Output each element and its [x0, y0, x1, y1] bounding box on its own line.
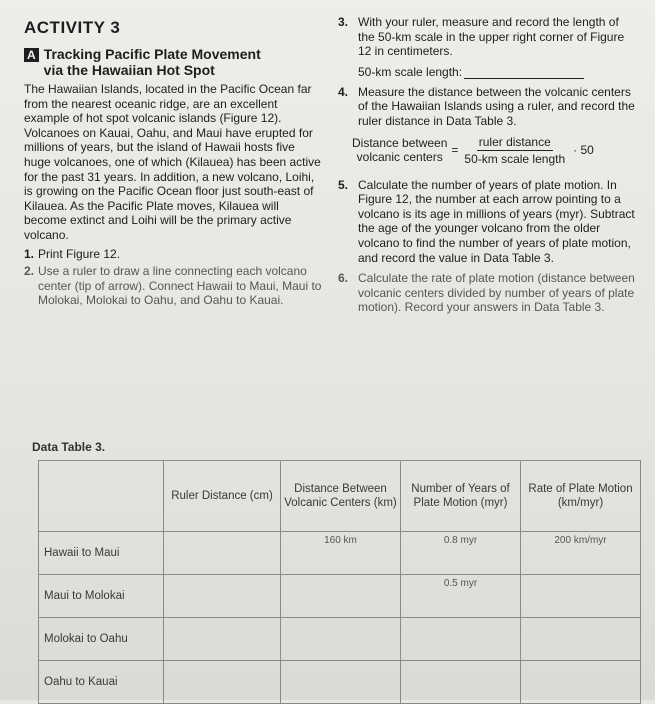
distance-cell[interactable]: 160 km — [281, 532, 401, 575]
steps-right-3 — [338, 178, 638, 315]
table-header-distance-between: Distance Between Volcanic Centers (km) — [281, 461, 401, 532]
ruler-distance-cell[interactable] — [164, 532, 281, 575]
step-1 — [24, 247, 324, 262]
table-header-blank — [39, 461, 164, 532]
step-3 — [338, 15, 638, 59]
scale-length-label: 50-km scale length: — [358, 64, 463, 79]
step-text: Calculate the rate of plate motion (distance between volcanic centers divided by number of years of plate motion). Record your answers in Data Table 3. — [358, 271, 635, 315]
scale-length-input[interactable] — [464, 65, 584, 79]
activity-title: ACTIVITY 3 — [24, 18, 121, 37]
row-label: Hawaii to Maui — [39, 532, 164, 575]
step-6 — [338, 271, 638, 315]
step-text: Use a ruler to draw a line connecting each volcano center (tip of arrow). Connect Hawaii to Maui, Maui to Molokai, Molokai to Oahu, and Oahu to Kauai. — [38, 264, 322, 308]
table-header-years: Number of Years of Plate Motion (myr) — [401, 461, 521, 532]
years-cell[interactable] — [401, 661, 521, 704]
intro-paragraph: The Hawaiian Islands, located in the Pacific Ocean far from the nearest oceanic ridge, are an excellent example of hot spot volcanic islands (Figure 12). Volcanoes on Kauai, Oahu, and Maui have erupted for millions of years, but the island of Hawaii hosts five huge volcanoes, one of which (Kilauea) has been active for the past 31 years. In addition, a new volcano, Loihi, is growing on the Pacific Ocean floor just south-east of Kilauea. As the Pacific Plate moves, Kilauea will become extinct and Loihi will be the primary active volcano. — [24, 82, 321, 242]
section-title-line1: Tracking Pacific Plate Movement — [43, 46, 261, 62]
step-5 — [338, 178, 638, 266]
years-cell[interactable]: 0.8 myr — [401, 532, 521, 575]
scale-length-blank — [358, 65, 638, 79]
section-badge: A — [24, 48, 39, 62]
step-number: 6. — [338, 271, 349, 286]
step-number: 4. — [338, 84, 349, 99]
left-column — [24, 18, 324, 311]
step-number: 3. — [338, 15, 349, 29]
years-cell[interactable] — [401, 618, 521, 661]
table-title: Data Table 3. — [32, 440, 106, 454]
section-title — [44, 46, 261, 78]
rate-cell[interactable]: 200 km/myr — [521, 532, 641, 575]
table-header-ruler-distance: Ruler Distance (cm) — [164, 461, 281, 532]
step-text: Calculate the number of years of plate motion. In Figure 12, the number at each arrow pointing to a volcano is its age in millions of years (myr). Subtract the age of the younger volcano from the older volcano to find the number of years of plate motion, and record the value in Data Table 3. — [358, 177, 635, 265]
right-column — [338, 15, 638, 321]
step-2 — [24, 264, 324, 308]
formula-numerator: ruler distance — [478, 134, 551, 149]
rate-cell[interactable] — [521, 661, 641, 704]
steps-right — [338, 15, 638, 59]
table-header-rate: Rate of Plate Motion (km/myr) — [521, 461, 641, 532]
formula-equals: = — [451, 143, 459, 158]
step-text: With your ruler, measure and record the length of the 50-km scale in the upper right corner of Figure 12 in centimeters. — [358, 15, 625, 59]
step-4 — [338, 85, 638, 129]
years-cell[interactable]: 0.5 myr — [401, 575, 521, 618]
table-row — [39, 575, 641, 618]
distance-cell[interactable] — [281, 618, 401, 661]
ruler-distance-cell[interactable] — [164, 661, 281, 704]
formula-fraction — [462, 135, 567, 166]
formula-lhs-line1: Distance between — [352, 136, 448, 151]
section-heading — [24, 46, 324, 78]
table-row — [39, 661, 641, 704]
distance-formula — [352, 135, 638, 166]
formula-denominator: 50-km scale length — [464, 151, 566, 166]
step-number: 2. — [24, 264, 35, 279]
table-row — [39, 618, 641, 661]
step-number: 1. — [24, 246, 35, 261]
data-table — [38, 460, 641, 704]
step-number: 5. — [338, 177, 349, 192]
steps-left — [24, 247, 324, 308]
step-text: Print Figure 12. — [38, 246, 121, 261]
rate-cell[interactable] — [521, 618, 641, 661]
steps-right-2 — [338, 85, 638, 129]
row-label: Oahu to Kauai — [39, 661, 164, 704]
table-row — [39, 532, 641, 575]
formula-multiplier: · 50 — [573, 143, 594, 158]
section-title-line2: via the Hawaiian Hot Spot — [43, 62, 215, 78]
table-header-row — [39, 461, 641, 532]
distance-cell[interactable] — [281, 575, 401, 618]
ruler-distance-cell[interactable] — [164, 618, 281, 661]
distance-cell[interactable] — [281, 661, 401, 704]
formula-lhs — [352, 136, 447, 164]
step-text: Measure the distance between the volcanic centers of the Hawaiian Islands using a ruler, and record the ruler distance in Data Table 3. — [358, 84, 635, 128]
formula-lhs-line2: volcanic centers — [356, 150, 443, 165]
rate-cell[interactable] — [521, 575, 641, 618]
ruler-distance-cell[interactable] — [164, 575, 281, 618]
row-label: Molokai to Oahu — [39, 618, 164, 661]
row-label: Maui to Molokai — [39, 575, 164, 618]
